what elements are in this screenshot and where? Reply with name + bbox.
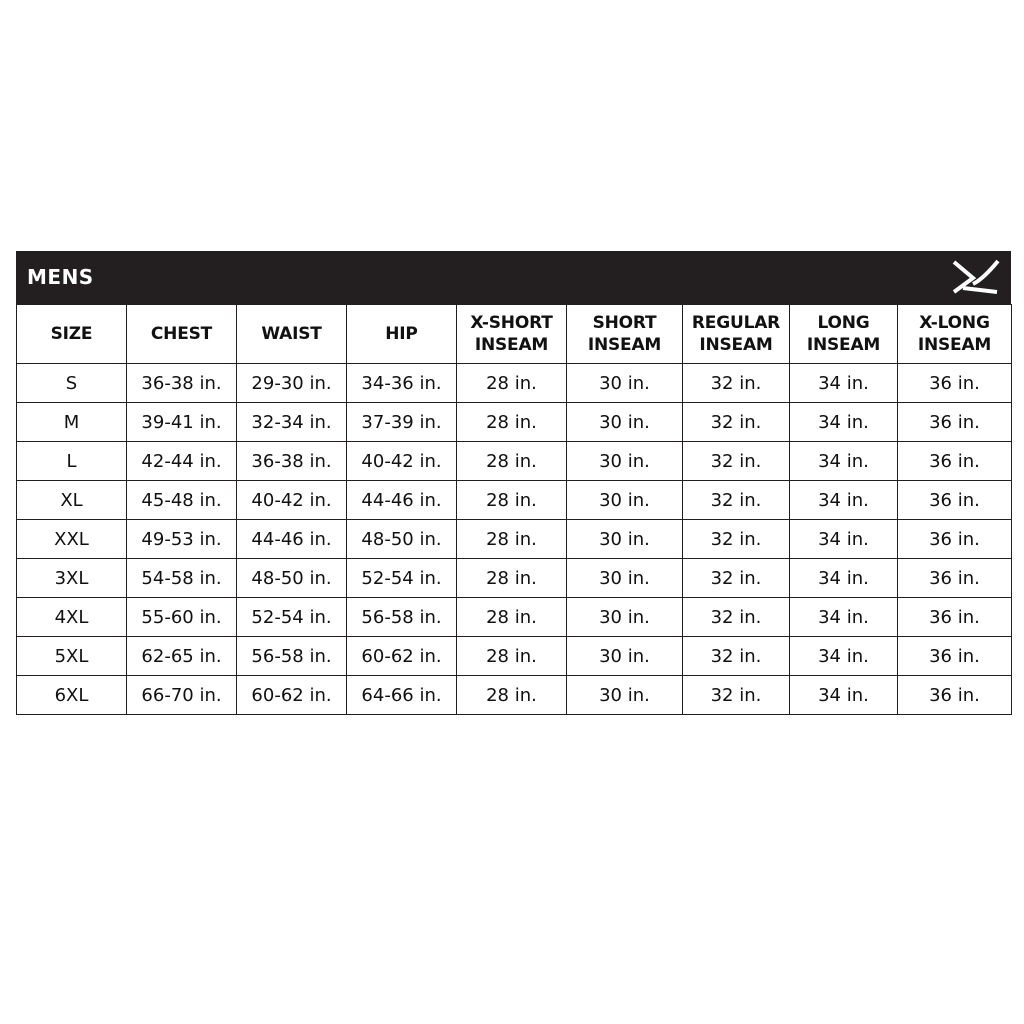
- measurement-cell: 52-54 in.: [237, 598, 347, 637]
- column-header: [237, 305, 347, 364]
- measurement-cell: 36 in.: [898, 442, 1012, 481]
- column-header-line: X-LONG: [919, 313, 990, 333]
- column-header-line: HIP: [385, 324, 418, 344]
- size-cell: M: [17, 403, 127, 442]
- measurement-cell: 54-58 in.: [127, 559, 237, 598]
- measurement-cell: 28 in.: [457, 637, 567, 676]
- measurement-cell: 36 in.: [898, 676, 1012, 715]
- measurement-cell: 28 in.: [457, 403, 567, 442]
- column-header-line: REGULAR: [691, 313, 781, 333]
- measurement-cell: 36 in.: [898, 559, 1012, 598]
- column-header: [683, 305, 790, 364]
- chart-title: MENS: [27, 265, 94, 289]
- measurement-cell: 37-39 in.: [347, 403, 457, 442]
- measurement-cell: 32 in.: [683, 559, 790, 598]
- size-cell: L: [17, 442, 127, 481]
- column-header: [457, 305, 567, 364]
- measurement-cell: 34 in.: [790, 676, 898, 715]
- measurement-cell: 32 in.: [683, 637, 790, 676]
- measurement-cell: 44-46 in.: [347, 481, 457, 520]
- measurement-cell: 28 in.: [457, 442, 567, 481]
- measurement-cell: 28 in.: [457, 481, 567, 520]
- measurement-cell: 36 in.: [898, 598, 1012, 637]
- column-header-line: X-SHORT: [470, 313, 553, 333]
- measurement-cell: 34 in.: [790, 559, 898, 598]
- chart-banner: [16, 251, 1011, 304]
- measurement-cell: 36 in.: [898, 520, 1012, 559]
- measurement-cell: 30 in.: [567, 442, 683, 481]
- measurement-cell: 36-38 in.: [127, 364, 237, 403]
- measurement-cell: 30 in.: [567, 364, 683, 403]
- measurement-cell: 28 in.: [457, 598, 567, 637]
- measurement-cell: 32 in.: [683, 520, 790, 559]
- measurement-cell: 32 in.: [683, 442, 790, 481]
- table-row: [17, 676, 1012, 715]
- column-header-line: INSEAM: [474, 335, 549, 355]
- measurement-cell: 34 in.: [790, 520, 898, 559]
- measurement-cell: 36 in.: [898, 364, 1012, 403]
- measurement-cell: 34 in.: [790, 364, 898, 403]
- measurement-cell: 60-62 in.: [347, 637, 457, 676]
- table-body: [17, 364, 1012, 715]
- measurement-cell: 60-62 in.: [237, 676, 347, 715]
- table-row: [17, 403, 1012, 442]
- measurement-cell: 49-53 in.: [127, 520, 237, 559]
- column-header-line: INSEAM: [587, 335, 662, 355]
- size-cell: S: [17, 364, 127, 403]
- column-header: [127, 305, 237, 364]
- measurement-cell: 48-50 in.: [237, 559, 347, 598]
- table-header-row: [17, 305, 1012, 364]
- measurement-cell: 34 in.: [790, 598, 898, 637]
- column-header-line: SHORT: [592, 313, 657, 333]
- measurement-cell: 30 in.: [567, 520, 683, 559]
- measurement-cell: 62-65 in.: [127, 637, 237, 676]
- measurement-cell: 45-48 in.: [127, 481, 237, 520]
- measurement-cell: 44-46 in.: [237, 520, 347, 559]
- table-row: [17, 364, 1012, 403]
- column-header: [17, 305, 127, 364]
- measurement-cell: 34 in.: [790, 481, 898, 520]
- size-chart: [16, 251, 1011, 715]
- measurement-cell: 56-58 in.: [347, 598, 457, 637]
- measurement-cell: 40-42 in.: [237, 481, 347, 520]
- measurement-cell: 29-30 in.: [237, 364, 347, 403]
- measurement-cell: 66-70 in.: [127, 676, 237, 715]
- measurement-cell: 34 in.: [790, 637, 898, 676]
- brand-logo-icon: [951, 258, 1001, 296]
- table-row: [17, 559, 1012, 598]
- measurement-cell: 30 in.: [567, 403, 683, 442]
- column-header: [790, 305, 898, 364]
- measurement-cell: 36 in.: [898, 637, 1012, 676]
- measurement-cell: 32 in.: [683, 676, 790, 715]
- column-header-line: WAIST: [261, 324, 322, 344]
- size-cell: 5XL: [17, 637, 127, 676]
- measurement-cell: 30 in.: [567, 598, 683, 637]
- measurement-cell: 55-60 in.: [127, 598, 237, 637]
- measurement-cell: 40-42 in.: [347, 442, 457, 481]
- measurement-cell: 36-38 in.: [237, 442, 347, 481]
- column-header-line: SIZE: [50, 324, 93, 344]
- measurement-cell: 32 in.: [683, 481, 790, 520]
- column-header-line: CHEST: [150, 324, 213, 344]
- size-cell: 4XL: [17, 598, 127, 637]
- size-cell: XXL: [17, 520, 127, 559]
- table-row: [17, 598, 1012, 637]
- measurement-cell: 32 in.: [683, 403, 790, 442]
- measurement-cell: 42-44 in.: [127, 442, 237, 481]
- measurement-cell: 32-34 in.: [237, 403, 347, 442]
- size-cell: XL: [17, 481, 127, 520]
- measurement-cell: 30 in.: [567, 676, 683, 715]
- measurement-cell: 28 in.: [457, 364, 567, 403]
- size-cell: 6XL: [17, 676, 127, 715]
- measurement-cell: 32 in.: [683, 364, 790, 403]
- measurement-cell: 34-36 in.: [347, 364, 457, 403]
- measurement-cell: 30 in.: [567, 481, 683, 520]
- column-header-line: INSEAM: [806, 335, 881, 355]
- column-header: [347, 305, 457, 364]
- table-row: [17, 442, 1012, 481]
- measurement-cell: 32 in.: [683, 598, 790, 637]
- column-header-line: INSEAM: [699, 335, 773, 355]
- measurement-cell: 36 in.: [898, 403, 1012, 442]
- measurement-cell: 64-66 in.: [347, 676, 457, 715]
- measurement-cell: 28 in.: [457, 676, 567, 715]
- measurement-cell: 56-58 in.: [237, 637, 347, 676]
- measurement-cell: 36 in.: [898, 481, 1012, 520]
- size-table: [16, 304, 1012, 715]
- table-row: [17, 637, 1012, 676]
- measurement-cell: 30 in.: [567, 559, 683, 598]
- measurement-cell: 52-54 in.: [347, 559, 457, 598]
- column-header-line: INSEAM: [917, 335, 992, 355]
- measurement-cell: 34 in.: [790, 403, 898, 442]
- measurement-cell: 34 in.: [790, 442, 898, 481]
- column-header-line: LONG: [817, 313, 870, 333]
- measurement-cell: 39-41 in.: [127, 403, 237, 442]
- measurement-cell: 48-50 in.: [347, 520, 457, 559]
- measurement-cell: 28 in.: [457, 520, 567, 559]
- column-header: [567, 305, 683, 364]
- measurement-cell: 30 in.: [567, 637, 683, 676]
- table-row: [17, 520, 1012, 559]
- column-header: [898, 305, 1012, 364]
- table-row: [17, 481, 1012, 520]
- measurement-cell: 28 in.: [457, 559, 567, 598]
- size-cell: 3XL: [17, 559, 127, 598]
